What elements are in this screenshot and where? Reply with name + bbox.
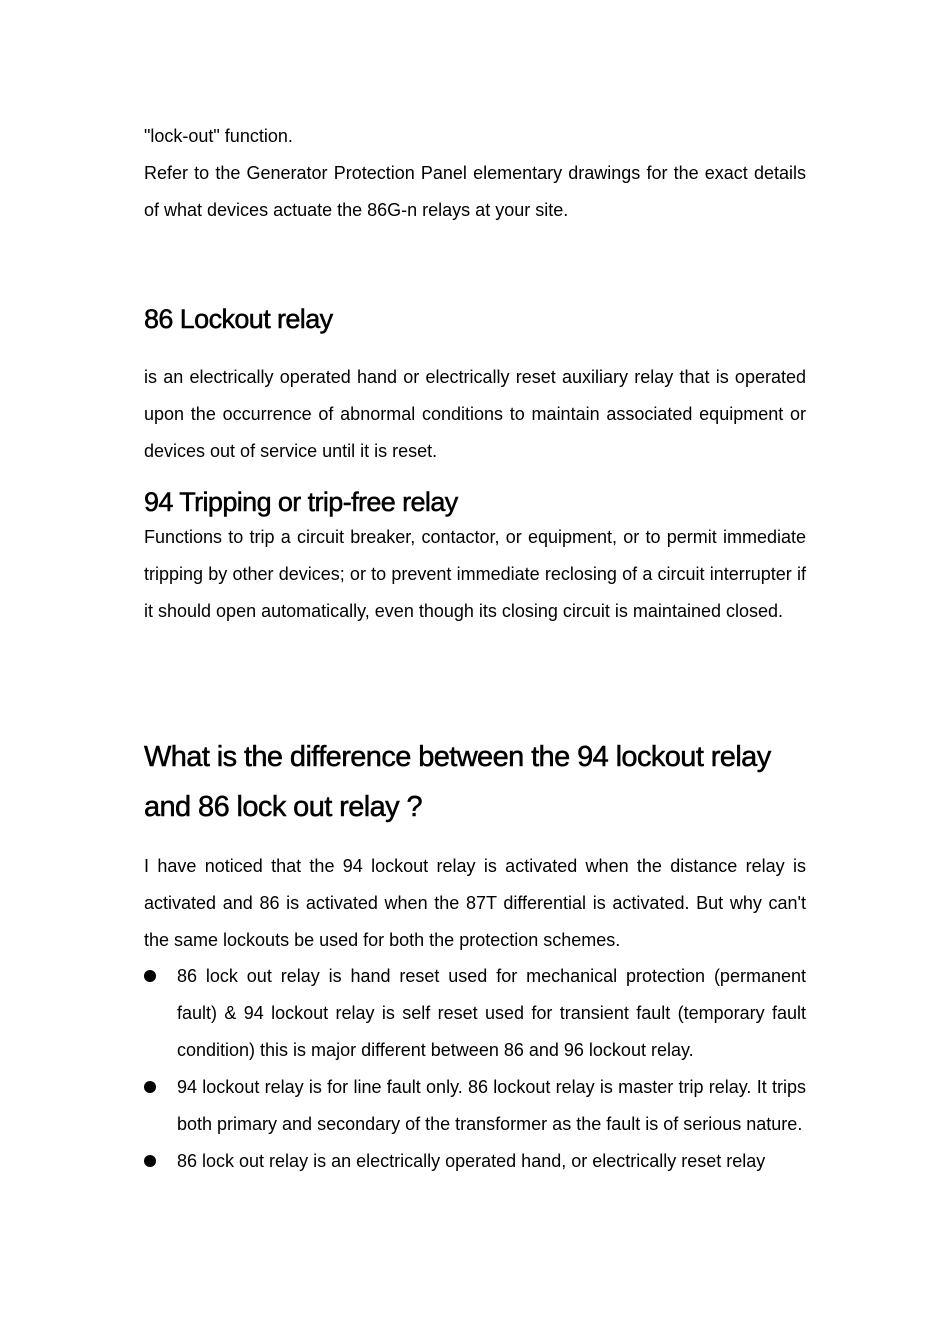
difference-bullet-list (144, 958, 806, 1180)
bullet-dot-icon (144, 1081, 156, 1093)
heading-86-lockout-relay: 86 Lockout relay (144, 304, 333, 334)
intro-line: "lock-out" function. (144, 126, 293, 146)
paragraph-94-tripping-relay: Functions to trip a circuit breaker, contactor, or equipment, or to permit immediate tripping by other devices; or to prevent immediate reclosing of a circuit interrupter if it should open automatically, even though its closing circuit is maintained closed. (144, 527, 806, 621)
paragraph-86-lockout-relay: is an electrically operated hand or electrically reset auxiliary relay that is operated upon the occurrence of abnormal conditions to maintain associated equipment or devices out of service until it is reset. (144, 367, 806, 461)
heading-difference-line-1: What is the difference between the 94 lockout relay (144, 741, 771, 773)
list-item-text: 86 lock out relay is hand reset used for mechanical protection (permanent fault) & 94 lockout relay is self reset used for transient fault (temporary fault condition) this is major different between 86 and 96 lockout relay. (177, 966, 806, 1060)
heading-94-tripping-relay: 94 Tripping or trip-free relay (144, 487, 458, 517)
list-item (144, 1069, 806, 1143)
paragraph-difference: I have noticed that the 94 lockout relay is activated when the distance relay is activated and 86 is activated when the 87T differential is activated. But why can't the same lockouts be used for both the protection schemes. (144, 856, 806, 950)
heading-difference-line-2: and 86 lock out relay ? (144, 791, 422, 823)
bullet-dot-icon (144, 1155, 156, 1167)
list-item (144, 958, 806, 1069)
list-item-text: 94 lockout relay is for line fault only. 86 lockout relay is master trip relay. It trips both primary and secondary of the transformer as the fault is of serious nature. (177, 1077, 806, 1134)
list-item (144, 1143, 806, 1180)
bullet-dot-icon (144, 970, 156, 982)
intro-paragraph: Refer to the Generator Protection Panel elementary drawings for the exact details of what devices actuate the 86G-n relays at your site. (144, 163, 806, 220)
list-item-text: 86 lock out relay is an electrically operated hand, or electrically reset relay (177, 1151, 766, 1171)
